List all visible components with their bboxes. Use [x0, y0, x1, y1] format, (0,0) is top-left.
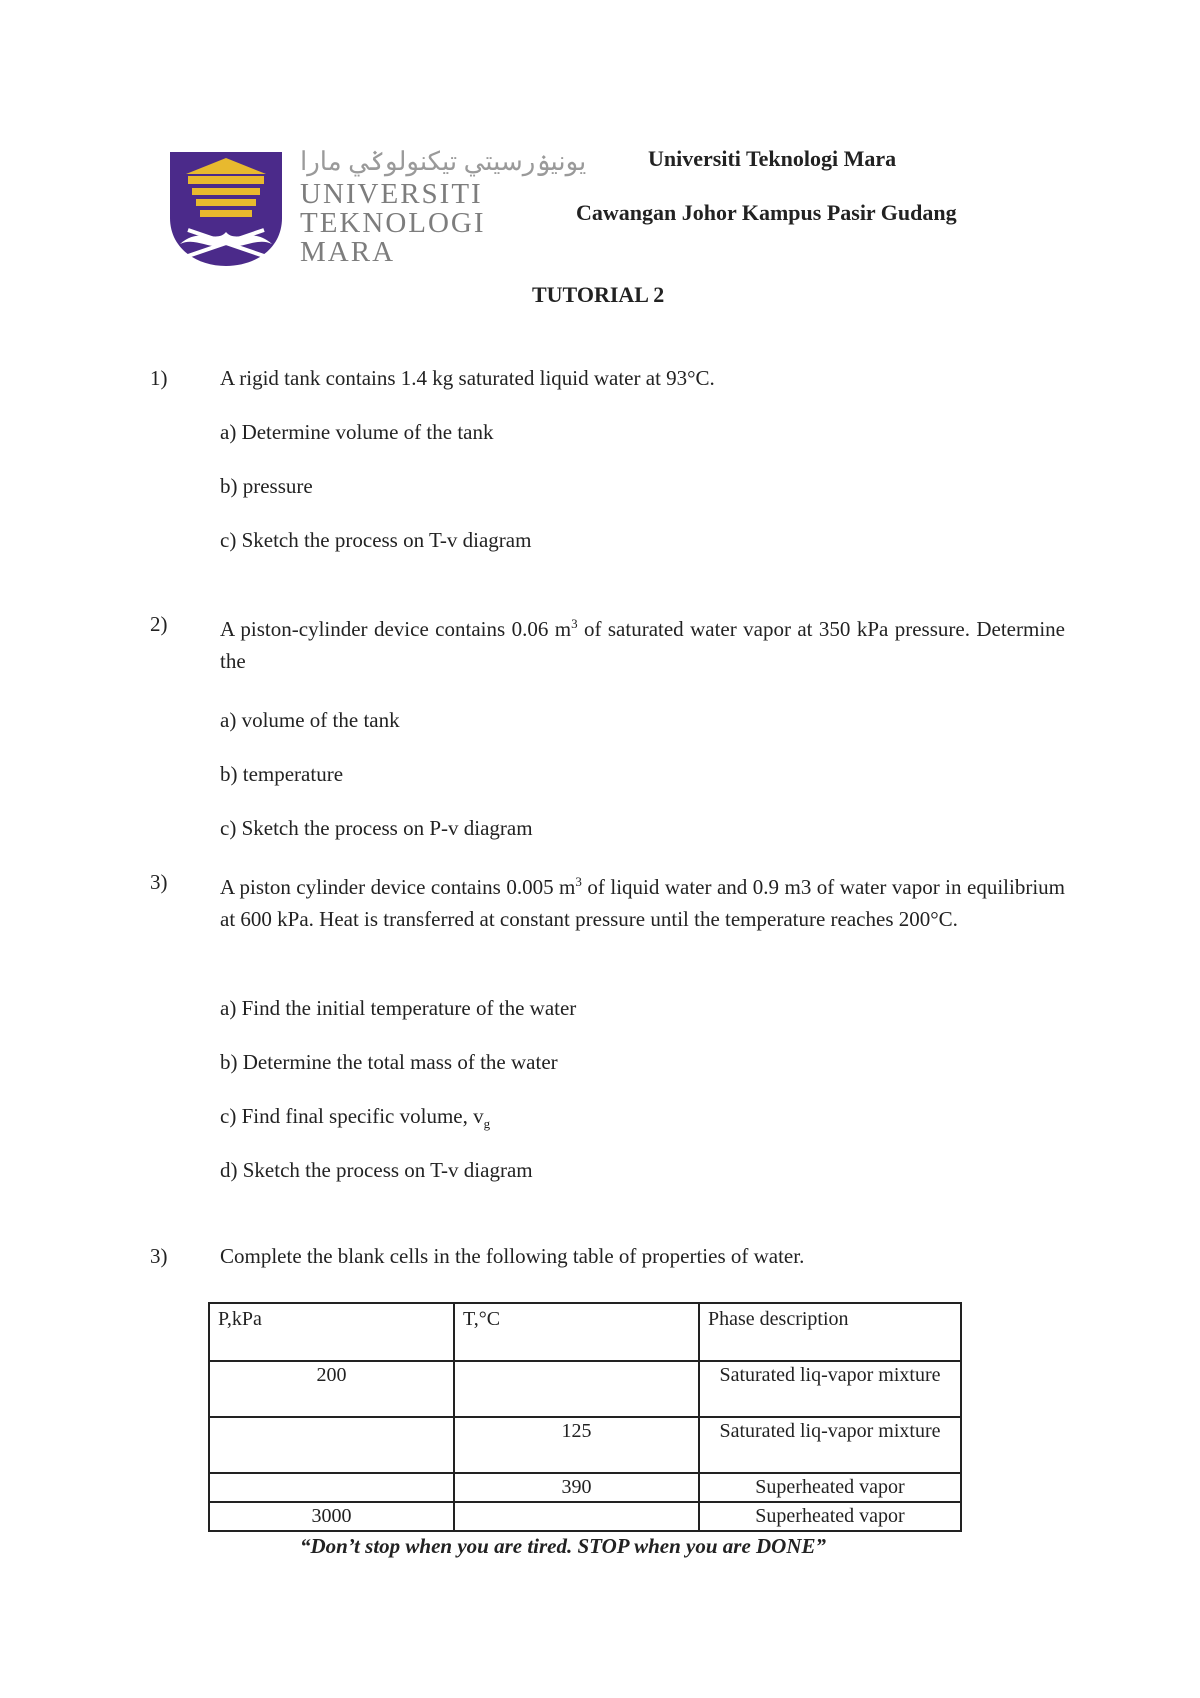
table-row [209, 1361, 961, 1417]
cell-phase: Superheated vapor [699, 1502, 961, 1531]
question-2-superscript: 3 [571, 616, 578, 631]
campus-name: Cawangan Johor Kampus Pasir Gudang [576, 200, 957, 225]
question-4-number: 3) [150, 1244, 168, 1268]
question-3-part-d: d) Sketch the process on T-v diagram [220, 1158, 533, 1182]
question-3-text-start: A piston cylinder device contains 0.005 m [220, 875, 576, 899]
page-title: TUTORIAL 2 [532, 282, 665, 307]
table-row [209, 1417, 961, 1473]
header-pressure: P,kPa [209, 1303, 454, 1361]
table-header-row [209, 1303, 961, 1361]
question-2-part-c: c) Sketch the process on P-v diagram [220, 816, 533, 840]
question-3-part-a: a) Find the initial temperature of the water [220, 996, 577, 1020]
cell-phase: Saturated liq-vapor mixture [699, 1417, 961, 1473]
uitm-logo [166, 144, 587, 268]
question-2-text-end: of saturated water vapor at 350 kPa pressure. Determine the [220, 617, 1065, 673]
question-2-number: 2) [150, 612, 168, 636]
logo-line-2: TEKNOLOGI [300, 207, 486, 239]
question-3-part-b: b) Determine the total mass of the water [220, 1050, 558, 1074]
table-row [209, 1473, 961, 1502]
university-name: Universiti Teknologi Mara [648, 146, 897, 171]
cell-temperature [454, 1361, 699, 1417]
question-1-part-c: c) Sketch the process on T-v diagram [220, 528, 532, 552]
cell-temperature: 125 [454, 1417, 699, 1473]
uitm-emblem-icon [166, 148, 286, 268]
cell-pressure [209, 1417, 454, 1473]
question-3-text-end: of liquid water and 0.9 m3 of water vapor in equilibrium at 600 kPa. Heat is transferred at constant pressure until the temperature reaches 200°C. [220, 875, 1065, 931]
question-4-text: Complete the blank cells in the following table of properties of water. [220, 1244, 805, 1268]
question-3-superscript: 3 [575, 874, 582, 889]
question-1-number: 1) [150, 366, 168, 390]
cell-phase: Superheated vapor [699, 1473, 961, 1502]
table-row [209, 1502, 961, 1531]
motto-quote: “Don’t stop when you are tired. STOP when you are DONE” [300, 1534, 827, 1558]
cell-temperature [454, 1502, 699, 1531]
question-2-part-b: b) temperature [220, 762, 344, 786]
cell-pressure: 200 [209, 1361, 454, 1417]
logo-line-3: MARA [300, 236, 396, 268]
question-1-part-b: b) pressure [220, 474, 313, 498]
question-3-part-c-text: c) Find final specific volume, v [220, 1104, 484, 1128]
question-2-part-a: a) volume of the tank [220, 708, 400, 732]
cell-phase: Saturated liq-vapor mixture [699, 1361, 961, 1417]
cell-temperature: 390 [454, 1473, 699, 1502]
question-1-part-a: a) Determine volume of the tank [220, 420, 494, 444]
question-2-text [220, 608, 1065, 677]
logo-line-1: UNIVERSITI [300, 178, 483, 210]
logo-wordmark [300, 144, 587, 268]
logo-jawi-text: يونيۏرسيتي تيكنولوݢي مارا [300, 147, 587, 176]
cell-pressure [209, 1473, 454, 1502]
water-properties-table [208, 1302, 962, 1532]
question-3-part-c-subscript: g [483, 1116, 491, 1132]
question-3-text [220, 866, 1065, 935]
cell-pressure: 3000 [209, 1502, 454, 1531]
question-1-text: A rigid tank contains 1.4 kg saturated liquid water at 93°C. [220, 366, 715, 390]
question-3-part-c [220, 1104, 490, 1132]
header-temperature: T,°C [454, 1303, 699, 1361]
question-2-text-start: A piston-cylinder device contains 0.06 m [220, 617, 572, 641]
header-phase: Phase description [699, 1303, 961, 1361]
question-3-number: 3) [150, 870, 168, 894]
